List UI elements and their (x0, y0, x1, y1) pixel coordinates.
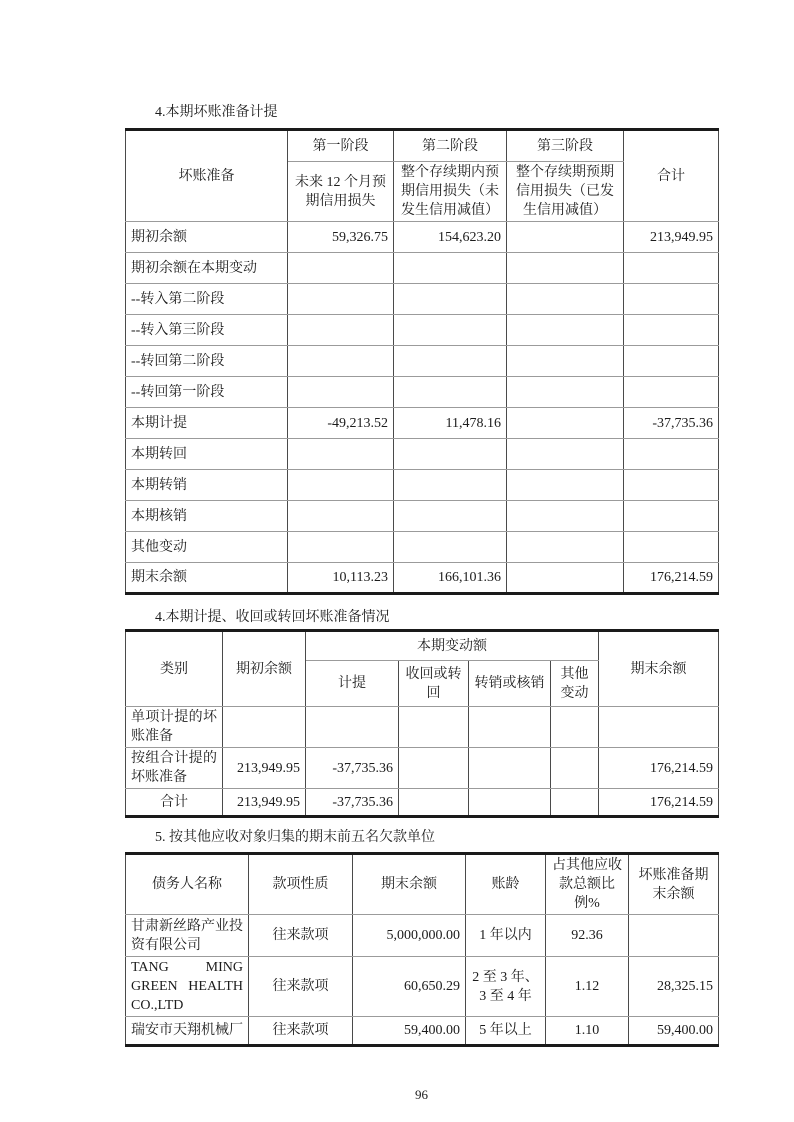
provision-amount: 28,325.15 (629, 957, 719, 1017)
closing-amount (599, 707, 719, 748)
subheader-stage-1: 未来 12 个月预期信用损失 (288, 162, 394, 222)
row-label: --转回第二阶段 (126, 346, 288, 377)
stage3-amount (507, 563, 624, 594)
stage3-amount (507, 501, 624, 532)
accrual-amount: -37,735.36 (306, 748, 399, 789)
top5-header-row (126, 854, 719, 915)
stage1-amount (288, 253, 394, 284)
table-row (126, 284, 719, 315)
stage3-amount (507, 222, 624, 253)
header-closing-balance: 期末余额 (353, 854, 466, 915)
stage3-amount (507, 253, 624, 284)
total-amount (624, 439, 719, 470)
nature-value: 往来款项 (249, 1017, 353, 1046)
accrual-amount: -37,735.36 (306, 789, 399, 817)
header-provision-closing: 坏账准备期末余额 (629, 854, 719, 915)
percentage-value: 92.36 (546, 915, 629, 957)
stage3-amount (507, 408, 624, 439)
closing-amount: 60,650.29 (353, 957, 466, 1017)
total-amount: -37,735.36 (624, 408, 719, 439)
subheader-stage-3: 整个存续期预期信用损失（已发生信用减值） (507, 162, 624, 222)
provision-changes-table (125, 629, 719, 818)
stage1-amount (288, 439, 394, 470)
total-amount (624, 346, 719, 377)
table-row (126, 957, 719, 1017)
percentage-value: 1.12 (546, 957, 629, 1017)
stage1-amount (288, 315, 394, 346)
closing-amount: 176,214.59 (599, 748, 719, 789)
row-label: 期初余额 (126, 222, 288, 253)
header-nature: 款项性质 (249, 854, 353, 915)
total-label: 合计 (126, 789, 223, 817)
stage2-amount (394, 532, 507, 563)
stage1-amount (288, 470, 394, 501)
provision-amount (629, 915, 719, 957)
table-row (126, 501, 719, 532)
closing-amount: 5,000,000.00 (353, 915, 466, 957)
accrual-amount (306, 707, 399, 748)
changes-header-row (126, 631, 719, 661)
table-row (126, 563, 719, 594)
stage2-amount: 154,623.20 (394, 222, 507, 253)
table-row (126, 748, 719, 789)
table-row (126, 222, 719, 253)
stage3-amount (507, 284, 624, 315)
total-amount: 176,214.59 (624, 563, 719, 594)
row-label: 期末余额 (126, 563, 288, 594)
stage1-amount (288, 501, 394, 532)
row-label: 本期计提 (126, 408, 288, 439)
stage1-amount: 59,326.75 (288, 222, 394, 253)
total-amount (624, 532, 719, 563)
subheader-recover: 收回或转回 (399, 661, 469, 707)
opening-amount: 213,949.95 (223, 789, 306, 817)
total-amount (624, 315, 719, 346)
row-label: --转入第三阶段 (126, 315, 288, 346)
subheader-other: 其他变动 (551, 661, 599, 707)
row-label: 期初余额在本期变动 (126, 253, 288, 284)
row-label: 本期转回 (126, 439, 288, 470)
stage2-amount: 11,478.16 (394, 408, 507, 439)
debtor-name: TANG MING GREEN HEALTH CO.,LTD (126, 957, 249, 1017)
recover-amount (399, 707, 469, 748)
header-category: 类别 (126, 631, 223, 707)
stage3-amount (507, 346, 624, 377)
stage1-amount (288, 346, 394, 377)
row-label: 其他变动 (126, 532, 288, 563)
table-row (126, 315, 719, 346)
total-amount (624, 470, 719, 501)
stage1-amount (288, 377, 394, 408)
top5-debtors-table (125, 852, 719, 1047)
aging-value: 1 年以内 (466, 915, 546, 957)
stage2-amount (394, 470, 507, 501)
table-row (126, 346, 719, 377)
row-label: 本期核销 (126, 501, 288, 532)
recover-amount (399, 748, 469, 789)
category-label: 单项计提的坏账准备 (126, 707, 223, 748)
stage2-amount (394, 253, 507, 284)
nature-value: 往来款项 (249, 957, 353, 1017)
stage2-amount (394, 377, 507, 408)
header-closing-balance: 期末余额 (599, 631, 719, 707)
writeoff-amount (469, 789, 551, 817)
subheader-accrual: 计提 (306, 661, 399, 707)
header-opening-balance: 期初余额 (223, 631, 306, 707)
header-stage-2: 第二阶段 (394, 130, 507, 162)
total-amount (624, 377, 719, 408)
debtor-name: 瑞安市天翔机械厂 (126, 1017, 249, 1046)
stage2-amount (394, 315, 507, 346)
table-row (126, 707, 719, 748)
other-amount (551, 707, 599, 748)
total-amount (624, 253, 719, 284)
opening-amount: 213,949.95 (223, 748, 306, 789)
header-stage-3: 第三阶段 (507, 130, 624, 162)
table-row (126, 1017, 719, 1046)
nature-value: 往来款项 (249, 915, 353, 957)
stage2-amount (394, 346, 507, 377)
section-changes-title: 4.本期计提、收回或转回坏账准备情况 (155, 610, 390, 625)
debtor-name: 甘肃新丝路产业投资有限公司 (126, 915, 249, 957)
page-number: 96 (415, 1087, 428, 1102)
writeoff-amount (469, 707, 551, 748)
opening-amount (223, 707, 306, 748)
percentage-value: 1.10 (546, 1017, 629, 1046)
stage3-amount (507, 532, 624, 563)
header-aging: 账龄 (466, 854, 546, 915)
subheader-stage-2: 整个存续期内预期信用损失（未发生信用减值） (394, 162, 507, 222)
closing-amount: 59,400.00 (353, 1017, 466, 1046)
table-row (126, 408, 719, 439)
total-amount (624, 284, 719, 315)
stage3-amount (507, 439, 624, 470)
subheader-writeoff: 转销或核销 (469, 661, 551, 707)
stage2-amount (394, 284, 507, 315)
row-label: 本期转销 (126, 470, 288, 501)
header-percentage: 占其他应收款总额比例% (546, 854, 629, 915)
stage3-amount (507, 315, 624, 346)
header-stage-1: 第一阶段 (288, 130, 394, 162)
other-amount (551, 789, 599, 817)
stage2-amount (394, 501, 507, 532)
stage1-amount (288, 284, 394, 315)
row-label: --转入第二阶段 (126, 284, 288, 315)
header-total: 合计 (624, 130, 719, 222)
table-row (126, 915, 719, 957)
stage3-amount (507, 470, 624, 501)
total-row (126, 789, 719, 817)
category-label: 按组合计提的坏账准备 (126, 748, 223, 789)
stage1-amount: 10,113.23 (288, 563, 394, 594)
row-label: --转回第一阶段 (126, 377, 288, 408)
header-debtor-name: 债务人名称 (126, 854, 249, 915)
aging-value: 5 年以上 (466, 1017, 546, 1046)
stage-header-row (126, 130, 719, 162)
stage1-amount: -49,213.52 (288, 408, 394, 439)
total-amount: 213,949.95 (624, 222, 719, 253)
total-amount (624, 501, 719, 532)
table-row (126, 253, 719, 284)
header-bad-debt-provision: 坏账准备 (126, 130, 288, 222)
table-row (126, 377, 719, 408)
stage2-amount: 166,101.36 (394, 563, 507, 594)
recover-amount (399, 789, 469, 817)
provision-amount: 59,400.00 (629, 1017, 719, 1046)
table-row (126, 470, 719, 501)
bad-debt-stage-table (125, 128, 719, 595)
closing-amount: 176,214.59 (599, 789, 719, 817)
stage3-amount (507, 377, 624, 408)
section-top5-title: 5. 按其他应收对象归集的期末前五名欠款单位 (155, 830, 435, 845)
section-provision-title: 4.本期坏账准备计提 (155, 105, 278, 120)
header-change-group: 本期变动额 (306, 631, 599, 661)
stage2-amount (394, 439, 507, 470)
other-amount (551, 748, 599, 789)
table-row (126, 532, 719, 563)
writeoff-amount (469, 748, 551, 789)
stage1-amount (288, 532, 394, 563)
aging-value: 2 至 3 年、3 至 4 年 (466, 957, 546, 1017)
table-row (126, 439, 719, 470)
